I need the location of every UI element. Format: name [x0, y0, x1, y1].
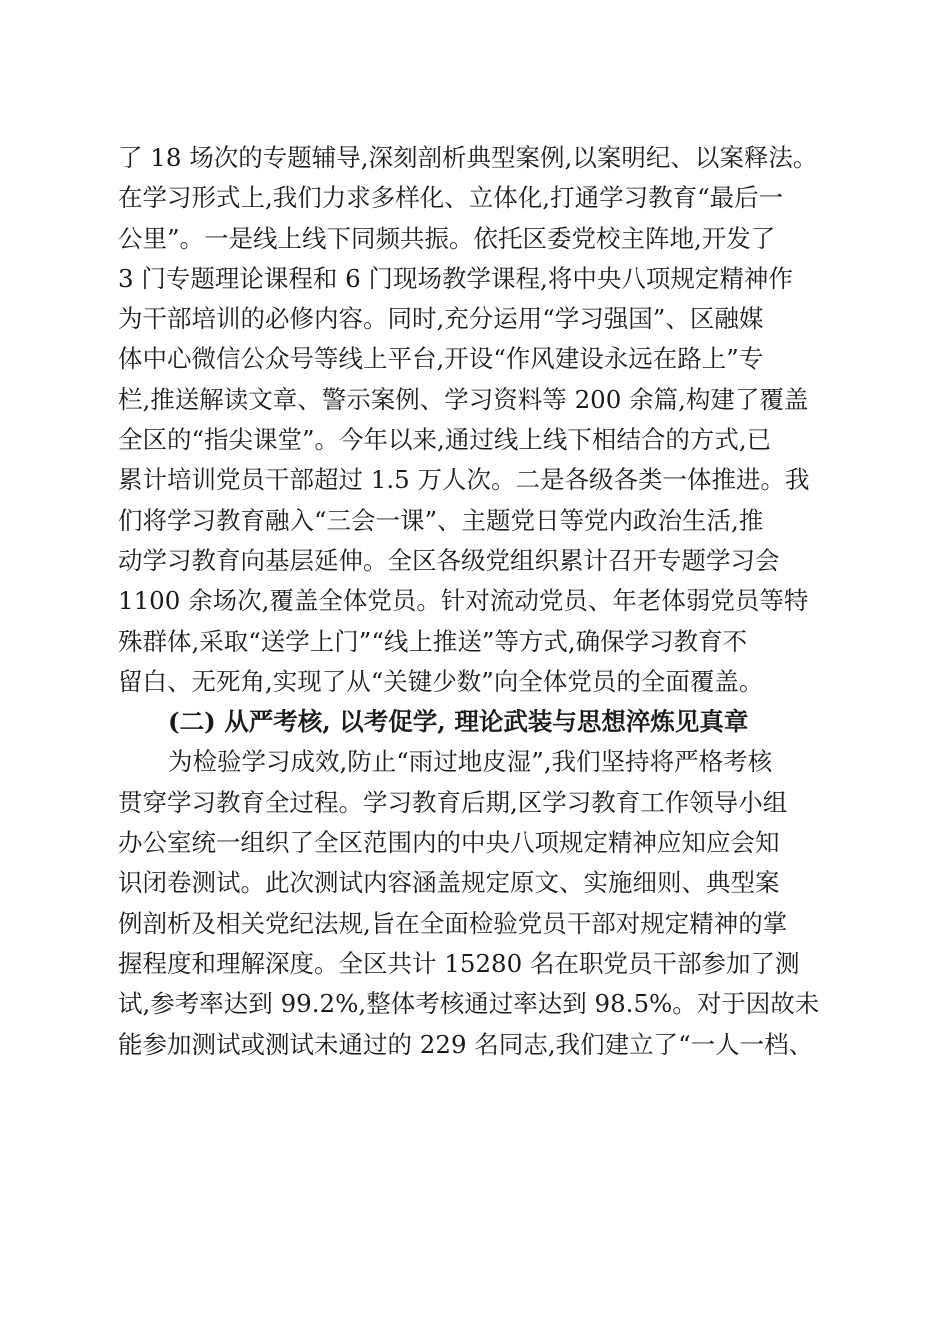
text-line: 能参加测试或测试未通过的 229 名同志,我们建立了“一人一档、: [118, 1029, 814, 1059]
text-line: 全区的“指尖课堂”。今年以来,通过线上线下相结合的方式,已: [118, 425, 772, 455]
text-line: 动学习教育向基层延伸。全区各级党组织累计召开专题学习会: [118, 545, 780, 575]
paragraph-online-offline-learning: [118, 138, 858, 702]
text-line: 例剖析及相关党纪法规,旨在全面检验党员干部对规定精神的掌: [118, 908, 788, 938]
section-heading: (二) 从严考核, 以考促学, 理论武装与思想淬炼见真章: [168, 707, 749, 737]
text-line: 握程度和理解深度。全区共计 15280 名在职党员干部参加了测: [118, 948, 800, 978]
paragraph-strict-assessment: [118, 742, 858, 1064]
text-line: 3 门专题理论课程和 6 门现场教学课程,将中央八项规定精神作: [118, 263, 793, 293]
text-line: 1100 余场次,覆盖全体党员。针对流动党员、年老体弱党员等特: [118, 586, 809, 616]
text-line: 留白、无死角,实现了从“关键少数”向全体党员的全面覆盖。: [118, 666, 764, 696]
text-line: 殊群体,采取“送学上门”“线上推送”等方式,确保学习教育不: [118, 626, 748, 656]
document-body: [118, 138, 858, 1065]
text-line: 试,参考率达到 99.2%,整体考核通过率达到 98.5%。对于因故未: [118, 989, 820, 1019]
text-line: 栏,推送解读文章、警示案例、学习资料等 200 余篇,构建了覆盖: [118, 384, 809, 414]
text-line: 公里”。一是线上线下同频共振。依托区委党校主阵地,开发了: [118, 223, 776, 253]
text-line: 体中心微信公众号等线上平台,开设“作风建设永远在路上”专: [118, 344, 764, 374]
text-line: 办公室统一组织了全区范围内的中央八项规定精神应知应会知: [118, 828, 780, 858]
text-line: 在学习形式上,我们力求多样化、立体化,打通学习教育“最后一: [118, 183, 784, 213]
text-line: 为干部培训的必修内容。同时,充分运用“学习强国”、区融媒: [118, 304, 764, 334]
text-line: 贯穿学习教育全过程。学习教育后期,区学习教育工作领导小组: [118, 787, 788, 817]
text-line: 识闭卷测试。此次测试内容涵盖规定原文、实施细则、典型案: [118, 868, 780, 898]
text-line: 们将学习教育融入“三会一课”、主题党日等党内政治生活,推: [118, 505, 764, 535]
text-line: 累计培训党员干部超过 1.5 万人次。二是各级各类一体推进。我: [118, 465, 810, 495]
text-line: 为检验学习成效,防止“雨过地皮湿”,我们坚持将严格考核: [168, 747, 773, 777]
text-line: 了 18 场次的专题辅导,深刻剖析典型案例,以案明纪、以案释法。: [118, 143, 818, 172]
